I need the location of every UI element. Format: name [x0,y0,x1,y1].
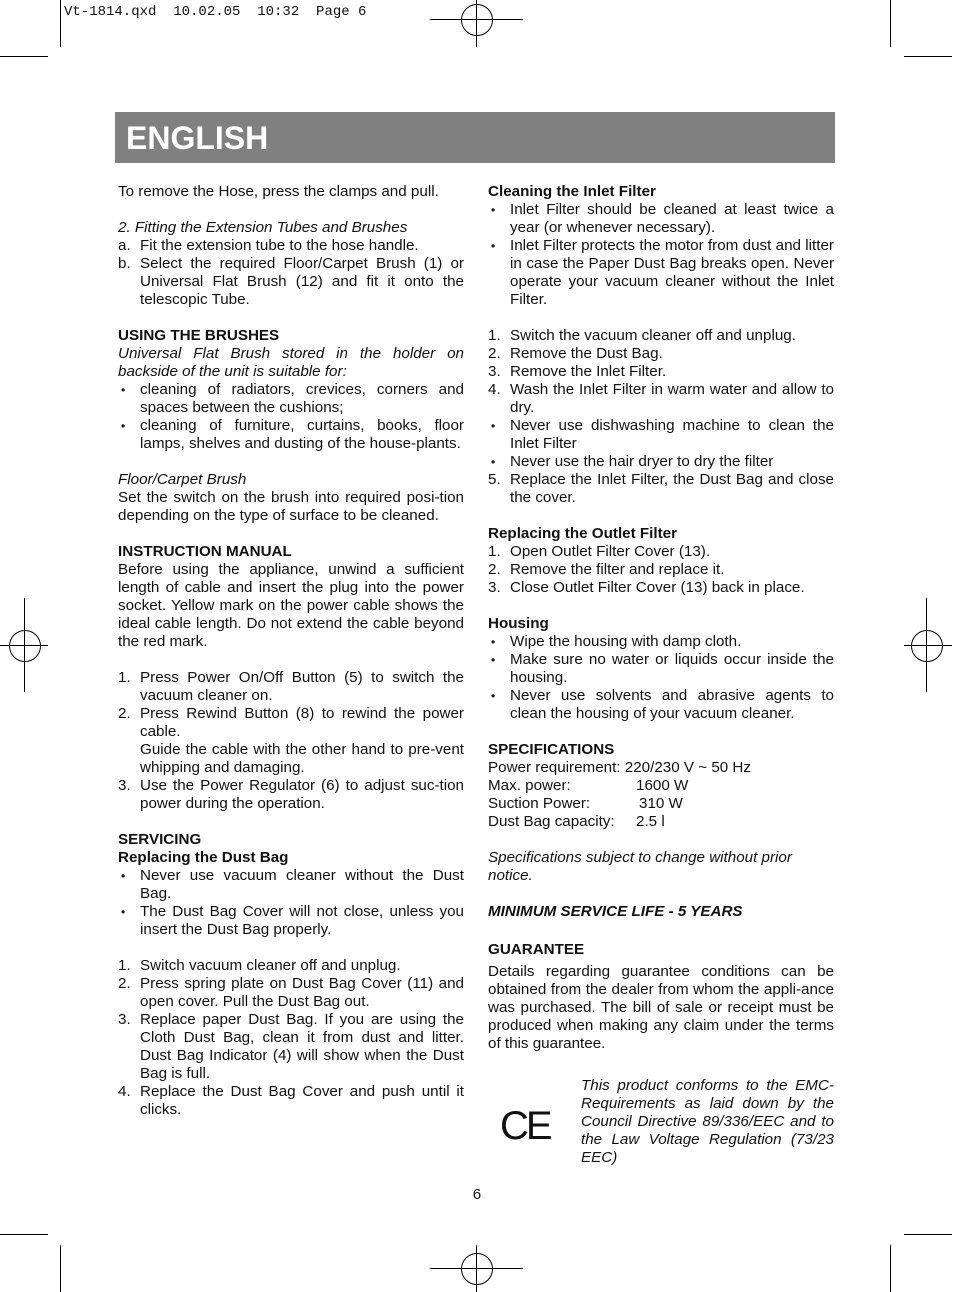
section-title: SERVICING [118,831,202,848]
registration-circle [9,630,41,662]
list-item: 5. Replace the Inlet Filter, the Dust Bag and close the cover. [488,471,834,506]
crop-mark [890,0,891,47]
left-column [118,183,464,1119]
right-column [488,183,834,1177]
page-number: 6 [472,1186,482,1203]
list-item: • Never use solvents and abrasive agents to clean the housing of your vacuum cleaner. [491,687,834,722]
list-item: a. Fit the extension tube to the hose handle. [118,237,419,254]
language-header [115,112,835,163]
header-title: ENGLISH [126,120,269,156]
fitting-title: 2. Fitting the Extension Tubes and Brushes [118,219,408,236]
crop-mark [890,1245,891,1292]
list-item: 1. Switch the vacuum cleaner off and unplug. [488,327,796,344]
section-title: INSTRUCTION MANUAL [118,543,292,560]
list-item: • Never use dishwashing machine to clean the Inlet Filter [491,417,834,452]
list-item: • Wipe the housing with damp cloth. [491,633,742,650]
section-title: SPECIFICATIONS [488,741,615,758]
list-item: • cleaning of radiators, crevices, corners and spaces between the cushions; [121,381,464,416]
print-slug: Vt-1814.qxd 10.02.05 10:32 Page 6 [64,4,367,20]
list-item: 1. Press Power On/Off Button (5) to switch the vacuum cleaner on. [118,669,464,704]
crop-mark [60,1245,61,1292]
spec-row: Suction Power: 310 W [488,795,683,812]
crop-mark [0,1234,48,1235]
list-item: 4. Wash the Inlet Filter in warm water and allow to dry. [488,381,834,416]
section-title: USING THE BRUSHES [118,327,280,344]
list-item: 2. Remove the filter and replace it. [488,561,725,578]
ce-statement: This product conforms to the EMC-Requirements as laid down by the Council Directive 89/336/EEC and to the Law Voltage Regulation (73/23 EEC) [581,1077,834,1166]
paragraph: Universal Flat Brush stored in the holder on backside of the unit is suitable for: [118,345,464,380]
list-item: 1. Open Outlet Filter Cover (13). [488,543,711,560]
ce-block [488,1077,834,1177]
list-item: 4. Replace the Dust Bag Cover and push until it clicks. [118,1083,464,1118]
subsection-title: Floor/Carpet Brush [118,471,247,488]
registration-circle [911,630,943,662]
list-item: 3. Remove the Inlet Filter. [488,363,667,380]
subsection-title: Replacing the Dust Bag [118,849,289,866]
paragraph: Details regarding guarantee conditions can be obtained from the dealer from whom the appli-ance was purchased. The bill of sale or receipt must be produced when making any claim under the terms of this guarantee. [488,963,834,1052]
list-item: • Never use the hair dryer to dry the filter [491,453,774,470]
registration-circle [461,4,493,36]
ce-mark-icon: CE [500,1104,550,1148]
list-item: • cleaning of furniture, curtains, books, floor lamps, shelves and dusting of the house-plants. [121,417,464,452]
crop-mark [904,1234,952,1235]
spec-row: Dust Bag capacity: 2.5 l [488,813,665,830]
service-life: MINIMUM SERVICE LIFE - 5 YEARS [488,903,743,920]
list-item: • The Dust Bag Cover will not close, unless you insert the Dust Bag properly. [121,903,464,938]
crop-mark [60,0,61,47]
paragraph: Before using the appliance, unwind a sufficient length of cable and insert the plug into the power socket. Yellow mark on the power cable shows the ideal cable length. Do not extend the cable beyond the red mark. [118,561,464,650]
list-item: 3. Close Outlet Filter Cover (13) back in place. [488,579,805,596]
registration-circle [461,1253,493,1285]
list-item: • Inlet Filter protects the motor from dust and litter in case the Paper Dust Bag breaks open. Never operate your vacuum cleaner without the Inlet Filter. [491,237,834,308]
spec-row: Max. power: 1600 W [488,777,689,794]
subsection-title: Replacing the Outlet Filter [488,525,678,542]
list-item: • Make sure no water or liquids occur inside the housing. [491,651,834,686]
hose-instruction: To remove the Hose, press the clamps and pull. [118,183,439,200]
paragraph: Set the switch on the brush into required posi-tion depending on the type of surface to be cleaned. [118,489,464,524]
list-item: 2. Press Rewind Button (8) to rewind the power cable. Guide the cable with the other hand to pre-vent whipping and damaging. [118,705,464,776]
list-item: b. Select the required Floor/Carpet Brush (1) or Universal Flat Brush (12) and fit it onto the telescopic Tube. [118,255,464,308]
subsection-title: Cleaning the Inlet Filter [488,183,656,200]
list-item: 3. Replace paper Dust Bag. If you are using the Cloth Dust Bag, clean it from dust and litter. Dust Bag Indicator (4) will show when the Dust Bag is full. [118,1011,464,1082]
list-item: • Inlet Filter should be cleaned at least twice a year (or whenever necessary). [491,201,834,236]
list-item: • Never use vacuum cleaner without the Dust Bag. [121,867,464,902]
section-title: GUARANTEE [488,941,585,958]
crop-mark [0,56,48,57]
list-item: 1. Switch vacuum cleaner off and unplug. [118,957,401,974]
crop-mark [904,56,952,57]
list-item: 2. Press spring plate on Dust Bag Cover (11) and open cover. Pull the Dust Bag out. [118,975,464,1010]
list-item: 2. Remove the Dust Bag. [488,345,663,362]
spec-note: Specifications subject to change without prior notice. [488,849,792,884]
spec-row: Power requirement: 220/230 V ~ 50 Hz [488,759,751,776]
list-item: 3. Use the Power Regulator (6) to adjust suc-tion power during the operation. [118,777,464,812]
subsection-title: Housing [488,615,549,632]
